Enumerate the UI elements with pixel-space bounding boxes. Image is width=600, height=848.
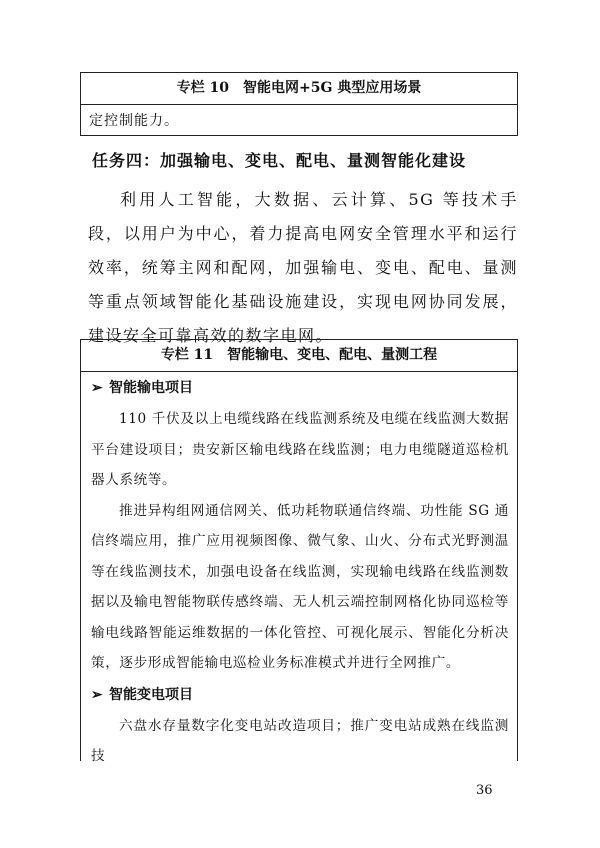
body-paragraph: 110 千伏及以上电缆线路在线监测系统及电缆在线监测大数据平台建设项目；贵安新区输电线路在线监测；电力电缆隧道巡检机器人系统等。	[91, 411, 509, 488]
body-paragraph: 六盘水存量数字化变电站改造项目；推广变电站成熟在线监测技	[91, 717, 509, 764]
arrow-right-icon: ➢	[91, 380, 103, 396]
feature-box-10	[80, 72, 518, 136]
section-heading-transmission	[81, 372, 517, 404]
feature-box-11-title: 专栏 11 智能输电、变电、配电、量测工程	[81, 340, 517, 372]
section-heading-substation	[81, 679, 517, 711]
task-heading: 任务四：加强输电、变电、配电、量测智能化建设	[92, 151, 467, 170]
intro-paragraph: 利用人工智能，大数据、云计算、5G 等技术手段，以用户为中心，着力提高电网安全管理水平和运行效率，统筹主网和配网，加强输电、变电、配电、量测等重点领域智能化基础设施建设，实现电网协同发展，建设安全可靠高效的数字电网。	[88, 190, 518, 345]
arrow-right-icon: ➢	[91, 686, 103, 703]
body-paragraph: 推进异构组网通信网关、低功耗物联通信终端、功性能 SG 通信终端应用，推广应用视频图像、微气象、山火、分布式光野测温等在线监测技术，加强电设备在线监测，实现输电线路在线监测数据以及输电智能物联传感终端、无人机云端控制网格化协同巡检等输电线路智能运维数据的一体化管控、可视化展示、智能化分析决策，逐步形成智能输电巡检业务标准模式并进行全网推广。	[91, 502, 509, 671]
feature-box-11	[80, 339, 518, 764]
section-heading-label: 智能输电项目	[109, 380, 193, 396]
section-heading-label: 智能变电项目	[109, 686, 193, 703]
feature-box-10-title: 专栏 10 智能电网+5G 典型应用场景	[81, 73, 517, 105]
feature-box-10-text: 定控制能力。	[89, 113, 179, 129]
page-number: 36	[476, 783, 493, 798]
